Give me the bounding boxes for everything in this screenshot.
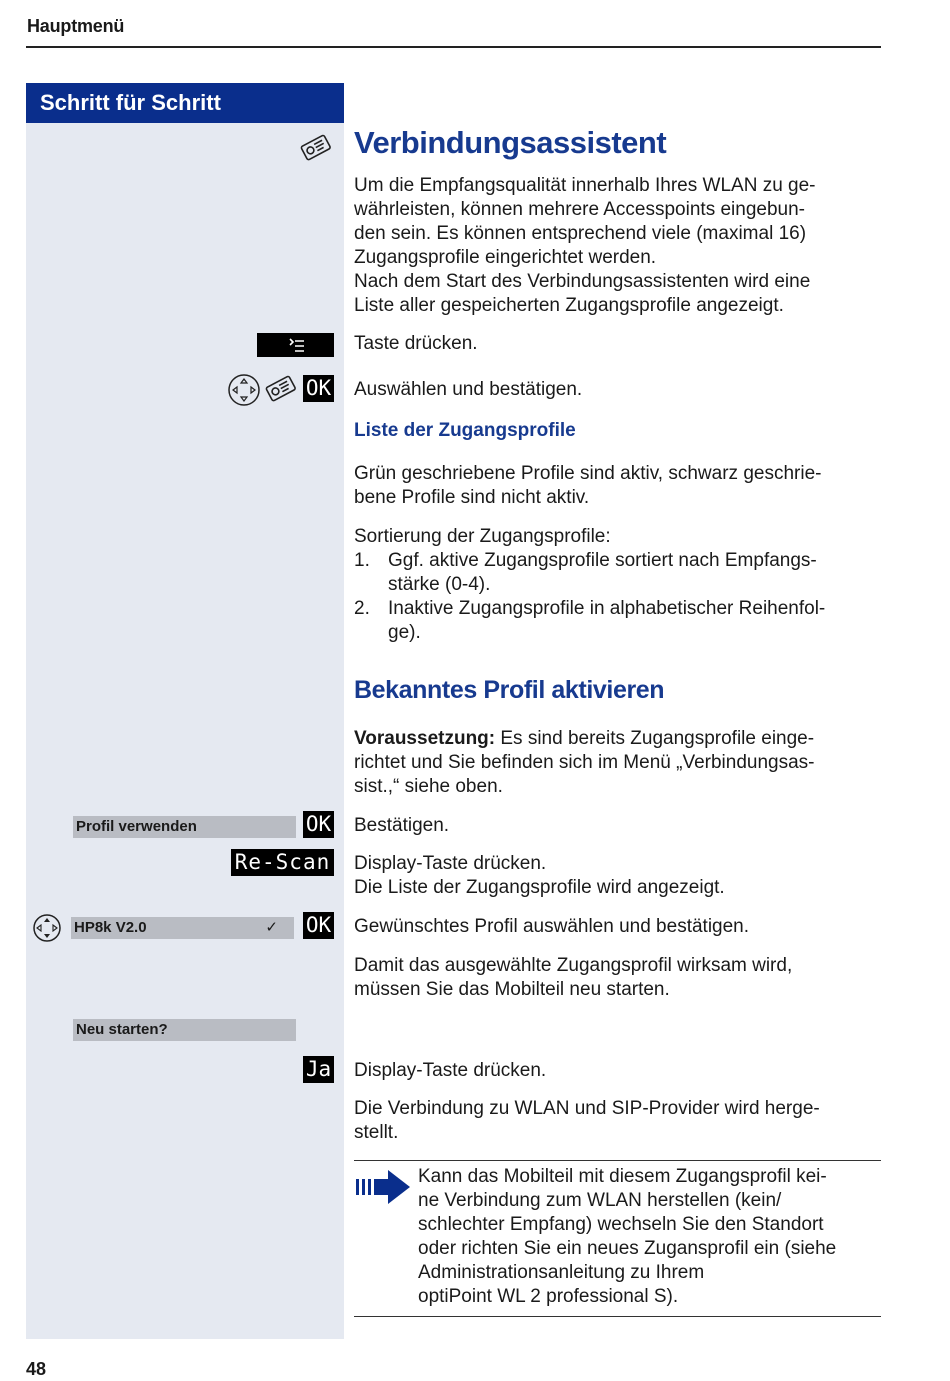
- text-line: Liste aller gespeicherten Zugangsprofile angezeigt.: [354, 295, 784, 316]
- prerequisite-paragraph: [354, 727, 881, 799]
- list-item: [354, 597, 881, 645]
- ok-key[interactable]: OK: [303, 375, 334, 402]
- text-line: Display-Taste drücken.: [354, 853, 547, 874]
- text-line: Um die Empfangsqualität innerhalb Ihres WLAN zu ge-: [354, 175, 816, 196]
- text-line: Damit das ausgewählte Zugangsprofil wirksam wird,: [354, 955, 793, 976]
- text-line: Nach dem Start des Verbindungsassistenten wird eine: [354, 271, 811, 292]
- restart-paragraph: [354, 954, 881, 1002]
- note-text: [418, 1165, 881, 1309]
- wizard-icon: [298, 133, 334, 163]
- text-line: Grün geschriebene Profile sind aktiv, schwarz geschrie-: [354, 463, 822, 484]
- ok-key[interactable]: OK: [303, 811, 334, 838]
- prereq-text: Es sind bereits Zugangsprofile einge-: [495, 728, 815, 749]
- nav-updown-icon[interactable]: [32, 913, 62, 943]
- text-line: Ggf. aktive Zugangsprofile sortiert nach Empfangs-: [388, 550, 817, 571]
- display-line-profil: Profil verwenden: [73, 816, 296, 838]
- wizard-icon: [263, 372, 299, 406]
- page-title: Verbindungsassistent: [354, 125, 667, 160]
- section-heading: Bekanntes Profil aktivieren: [354, 676, 665, 704]
- text-line: ne Verbindung zum WLAN herstellen (kein/: [418, 1190, 782, 1211]
- prereq-label: Voraussetzung:: [354, 728, 496, 749]
- menu-key-icon[interactable]: [257, 333, 334, 357]
- text-line: Die Liste der Zugangsprofile wird angezeigt.: [354, 877, 725, 898]
- subheading: Liste der Zugangsprofile: [354, 420, 576, 441]
- running-header: Hauptmenü: [27, 16, 125, 36]
- note-rule-top: [354, 1160, 881, 1161]
- text-line: stärke (0-4).: [388, 574, 491, 595]
- ok-key[interactable]: OK: [303, 912, 334, 939]
- step-select-text: Auswählen und bestätigen.: [354, 379, 583, 400]
- text-line: währleisten, können mehrere Accesspoints eingebun-: [354, 199, 805, 220]
- text-line: sist.,“ siehe oben.: [354, 776, 503, 797]
- step-confirm-text: Bestätigen.: [354, 815, 450, 836]
- text-line: optiPoint WL 2 professional S).: [418, 1286, 679, 1307]
- note-rule-bottom: [354, 1316, 881, 1317]
- text-line: stellt.: [354, 1122, 399, 1143]
- text-line: richtet und Sie befinden sich im Menü „Verbindungsas-: [354, 752, 815, 773]
- ja-key[interactable]: Ja: [303, 1056, 334, 1083]
- sort-intro: Sortierung der Zugangsprofile:: [354, 526, 611, 547]
- text-line: bene Profile sind nicht aktiv.: [354, 487, 590, 508]
- profile-name: HP8k V2.0: [74, 919, 147, 936]
- sort-list: [354, 525, 881, 645]
- display-line-profile-entry: [71, 917, 294, 939]
- text-line: Die Verbindung zu WLAN und SIP-Provider wird herge-: [354, 1098, 820, 1119]
- nav-key-icon[interactable]: [227, 373, 261, 407]
- display-line-restart: Neu starten?: [73, 1019, 296, 1041]
- step-ja-text: Display-Taste drücken.: [354, 1060, 547, 1081]
- header-rule: [26, 46, 881, 48]
- check-icon: ✓: [265, 919, 278, 936]
- text-line: ge).: [388, 622, 421, 643]
- text-line: [354, 727, 881, 751]
- step-menu-text: Taste drücken.: [354, 333, 478, 354]
- sidebar-title: Schritt für Schritt: [26, 83, 344, 123]
- step-choose-text: Gewünschtes Profil auswählen und bestätigen.: [354, 916, 750, 937]
- intro-paragraph: [354, 174, 881, 318]
- rescan-key[interactable]: Re-Scan: [231, 849, 334, 876]
- result-paragraph: [354, 1097, 881, 1145]
- text-line: oder richten Sie ein neues Zugansprofil ein (siehe: [418, 1238, 837, 1259]
- text-line: Zugangsprofile eingerichtet werden.: [354, 247, 657, 268]
- text-line: Inaktive Zugangsprofile in alphabetischer Reihenfol-: [388, 598, 826, 619]
- note-arrow-icon: [355, 1168, 411, 1206]
- text-line: den sein. Es können entsprechend viele (maximal 16): [354, 223, 807, 244]
- text-line: Kann das Mobilteil mit diesem Zugangsprofil kei-: [418, 1166, 827, 1187]
- page-number: 48: [26, 1359, 47, 1379]
- list-number: 1.: [354, 550, 370, 571]
- text-line: schlechter Empfang) wechseln Sie den Standort: [418, 1214, 824, 1235]
- list-number: 2.: [354, 598, 370, 619]
- list-item: [354, 549, 881, 597]
- text-line: müssen Sie das Mobilteil neu starten.: [354, 979, 670, 1000]
- step-sidebar: [26, 83, 344, 1339]
- text-line: Administrationsanleitung zu Ihrem: [418, 1262, 705, 1283]
- step-rescan-text: [354, 852, 881, 900]
- active-paragraph: [354, 462, 881, 510]
